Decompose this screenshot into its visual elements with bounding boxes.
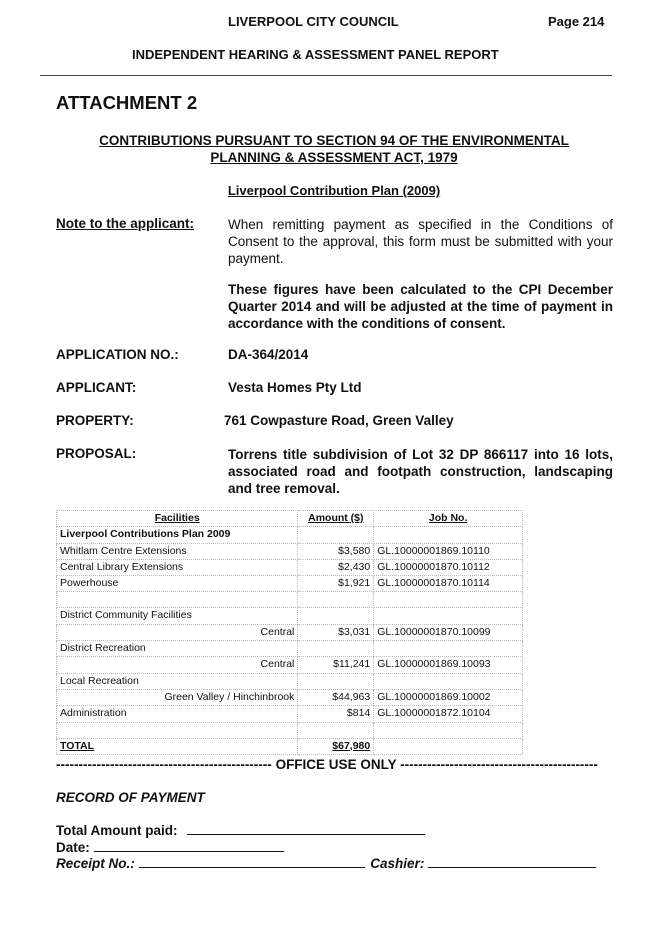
table-row (57, 657, 523, 673)
note-cpi-text: These figures have been calculated to the CPI December Quarter 2014 and will be adjusted at the time of payment in accordance with the conditions of consent. (228, 282, 613, 331)
office-use-divider (56, 757, 618, 772)
dash-line-left: ------------------------------------------------ (56, 757, 272, 772)
header-facilities: Facilities (57, 511, 298, 527)
table-row (57, 624, 523, 640)
total-paid-label: Total Amount paid: (56, 823, 178, 838)
dash-line-right: -------------------------------------------- (400, 757, 598, 772)
amount-cell: $2,430 (298, 559, 374, 575)
amount-cell: $814 (298, 706, 374, 722)
header-divider (40, 75, 612, 76)
table-row (57, 608, 523, 624)
table-row (57, 527, 523, 543)
table-row (57, 641, 523, 657)
amount-cell: $3,580 (298, 543, 374, 559)
note-label: Note to the applicant: (56, 216, 194, 231)
job-cell: GL.10000001870.10099 (374, 624, 523, 640)
facility-cell: Powerhouse (57, 576, 298, 592)
table-row (57, 689, 523, 705)
proposal-value: Torrens title subdivision of Lot 32 DP 866117 into 16 lots, associated road and footpath construction, landscaping and tree removal. (228, 447, 613, 496)
total-paid-row (56, 823, 425, 838)
section-title-line2: PLANNING & ASSESSMENT ACT, 1979 (210, 150, 458, 165)
applicant-label: APPLICANT: (56, 380, 137, 395)
amount-cell: $1,921 (298, 576, 374, 592)
proposal-label: PROPOSAL: (56, 446, 137, 461)
property-value: 761 Cowpasture Road, Green Valley (224, 413, 454, 428)
application-label: APPLICATION NO.: (56, 347, 179, 362)
application-value: DA-364/2014 (228, 347, 309, 362)
applicant-value: Vesta Homes Pty Ltd (228, 380, 362, 395)
facility-cell: Central Library Extensions (57, 559, 298, 575)
table-row-blank (57, 722, 523, 738)
table-row (57, 673, 523, 689)
office-use-heading: OFFICE USE ONLY (275, 757, 397, 772)
facility-cell: Central (57, 657, 298, 673)
header-amount: Amount ($) (298, 511, 374, 527)
table-row (57, 706, 523, 722)
table-total-row (57, 738, 523, 754)
table-header-row (57, 511, 523, 527)
amount-cell: $44,963 (298, 689, 374, 705)
job-cell: GL.10000001870.10112 (374, 559, 523, 575)
facility-cell: Green Valley / Hinchinbrook (57, 689, 298, 705)
table-row (57, 559, 523, 575)
attachment-heading: ATTACHMENT 2 (56, 92, 198, 113)
cashier-label: Cashier: (370, 856, 425, 871)
total-amount: $67,980 (298, 738, 374, 754)
job-cell: GL.10000001869.10093 (374, 657, 523, 673)
council-name: LIVERPOOL CITY COUNCIL (228, 14, 399, 29)
receipt-label: Receipt No.: (56, 856, 135, 871)
plan-row-label: Liverpool Contributions Plan 2009 (57, 527, 298, 543)
cashier-field[interactable] (428, 867, 596, 868)
property-label: PROPERTY: (56, 413, 134, 428)
page-number: Page 214 (548, 14, 605, 29)
job-cell: GL.10000001872.10104 (374, 706, 523, 722)
note-text: When remitting payment as specified in the Conditions of Consent to the approval, this form must be submitted with your payment. (228, 217, 613, 266)
amount-cell: $3,031 (298, 624, 374, 640)
table-row-blank (57, 592, 523, 608)
report-title: INDEPENDENT HEARING & ASSESSMENT PANEL REPORT (132, 47, 499, 62)
category-cell: District Recreation (57, 641, 298, 657)
contributions-table (56, 510, 523, 755)
date-label: Date: (56, 840, 90, 855)
date-field[interactable] (94, 851, 284, 852)
amount-cell: $11,241 (298, 657, 374, 673)
category-cell: District Community Facilities (57, 608, 298, 624)
plan-name: Liverpool Contribution Plan (2009) (227, 183, 441, 198)
receipt-field[interactable] (139, 867, 365, 868)
date-row (56, 840, 284, 855)
facility-cell: Administration (57, 706, 298, 722)
header-job-no: Job No. (374, 511, 523, 527)
receipt-row (56, 856, 596, 871)
job-cell: GL.10000001869.10110 (374, 543, 523, 559)
section-title-line1: CONTRIBUTIONS PURSUANT TO SECTION 94 OF THE ENVIRONMENTAL (99, 133, 569, 148)
job-cell: GL.10000001870.10114 (374, 576, 523, 592)
facility-cell: Central (57, 624, 298, 640)
total-label: TOTAL (57, 738, 298, 754)
table-row (57, 576, 523, 592)
facility-cell: Whitlam Centre Extensions (57, 543, 298, 559)
total-paid-field[interactable] (187, 834, 425, 835)
table-row (57, 543, 523, 559)
job-cell: GL.10000001869.10002 (374, 689, 523, 705)
record-of-payment: RECORD OF PAYMENT (56, 790, 205, 805)
category-cell: Local Recreation (57, 673, 298, 689)
